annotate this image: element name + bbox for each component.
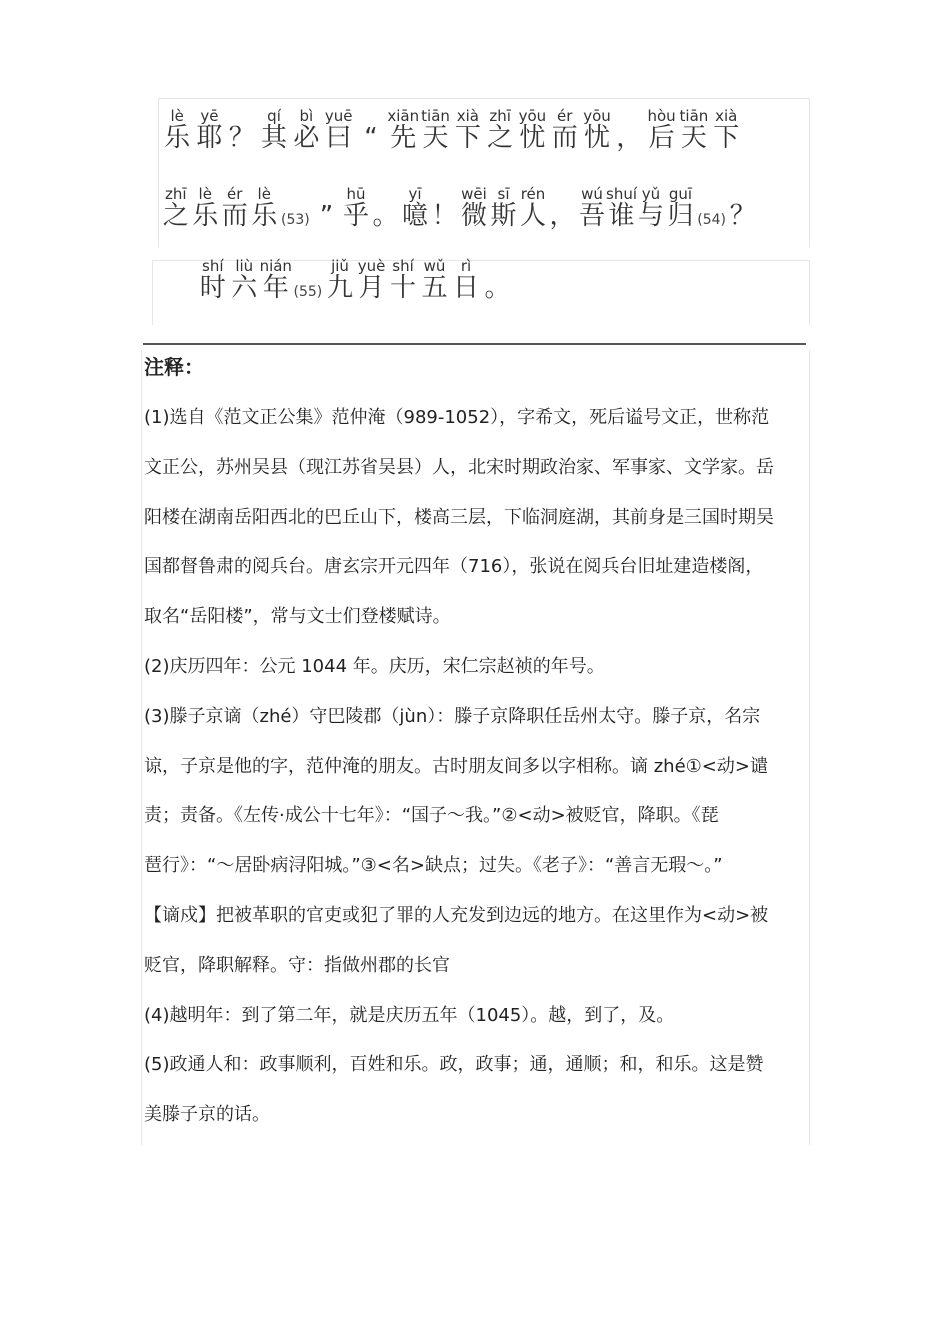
hanzi-char: 月: [358, 273, 385, 303]
pinyin-annotation: tiān: [679, 107, 709, 125]
ruby-char: [636, 185, 666, 231]
ruby-char: [341, 185, 371, 231]
pinyin-annotation: rì: [460, 257, 472, 275]
ruby-char: [728, 201, 758, 231]
ruby-char: [577, 185, 607, 231]
pinyin-annotation: tiān: [421, 107, 450, 125]
hanzi-char: 与: [637, 201, 664, 231]
note-line: 美滕子京的话。: [144, 1104, 270, 1126]
note-line: 【谪戍】把被革职的官吏或犯了罪的人充发到边远的地方。在这里作为<动>被: [144, 905, 769, 926]
hanzi-char: 而: [221, 201, 248, 231]
ruby-char: [613, 123, 645, 153]
hanzi-char: ，: [549, 201, 576, 231]
pinyin-annotation: rén: [520, 185, 546, 203]
hanzi-char: 乐: [164, 123, 191, 153]
ruby-char: [161, 107, 193, 153]
hanzi-char: ”: [319, 201, 334, 231]
ruby-char: [419, 257, 451, 303]
hanzi-char: 其: [261, 123, 288, 153]
ruby-char: [322, 107, 354, 153]
pinyin-annotation: nián: [259, 257, 292, 275]
hanzi-char: 乐: [251, 201, 278, 231]
note-line: (1)选自《范文正公集》范仲淹（989-1052），字希文，死后谥号文正，世称范: [144, 407, 770, 428]
pinyin-annotation: wēi: [461, 185, 487, 203]
hanzi-char: 。: [484, 273, 511, 303]
hanzi-char: 乎: [342, 201, 369, 231]
note-line: 责；责备。《左传·成公十七年》：“国子～我。”②<动>被贬官，降职。《琵: [144, 805, 719, 827]
hanzi-char: 先: [390, 123, 417, 153]
pinyin-annotation: sī: [497, 185, 510, 203]
ruby-char: [387, 107, 420, 153]
ruby-char: [549, 107, 581, 153]
ruby-char: [387, 257, 419, 303]
pinyin-annotation: guī: [668, 185, 693, 203]
pinyin-annotation: hòu: [647, 107, 676, 125]
footnote-ref: (55): [293, 284, 323, 300]
hanzi-char: 微: [460, 201, 487, 231]
hanzi-char: 时: [199, 273, 226, 303]
pinyin-annotation: xiān: [387, 107, 420, 125]
pinyin-annotation: wú: [581, 185, 603, 203]
pinyin-annotation: jiǔ: [331, 257, 349, 275]
ruby-char: [312, 201, 342, 231]
pinyin-annotation: hū: [346, 185, 366, 203]
pinyin-annotation: yuē: [324, 107, 353, 125]
hanzi-char: 斯: [490, 201, 517, 231]
pinyin-annotation: bì: [299, 107, 314, 125]
note-line: (2)庆历四年：公元 1044 年。庆历，宋仁宗赵祯的年号。: [144, 656, 605, 677]
hanzi-char: 六: [231, 273, 258, 303]
pinyin-annotation: yī: [408, 185, 422, 203]
hanzi-char: 年: [262, 273, 289, 303]
hanzi-char: 之: [487, 123, 514, 153]
ruby-char: [666, 185, 696, 231]
ruby-char: [229, 257, 261, 303]
hanzi-char: 忧: [519, 123, 546, 153]
pinyin-annotation: ér: [227, 185, 243, 203]
note-line: 琶行》：“～居卧病浔阳城。”③<名>缺点；过失。《老子》：“善言无瑕～。”: [144, 855, 723, 877]
pinyin-annotation: zhī: [489, 107, 511, 125]
pinyin-annotation: shí: [392, 257, 414, 275]
pinyin-annotation: lè: [198, 185, 212, 203]
pinyin-text-block: [152, 257, 810, 325]
pinyin-annotation: liù: [235, 257, 254, 275]
ruby-char: [645, 107, 677, 153]
hanzi-char: 天: [422, 123, 449, 153]
hanzi-char: 下: [454, 123, 481, 153]
note-line: 谅，子京是他的字，范仲淹的朋友。古时朋友间多以字相称。谪 zhé①<动>谴: [144, 755, 768, 777]
hanzi-char: 天: [680, 123, 707, 153]
ruby-char: [450, 257, 482, 303]
pinyin-annotation: yuè: [357, 257, 386, 275]
hanzi-char: ？: [729, 201, 756, 231]
hanzi-char: 九: [326, 273, 353, 303]
hanzi-char: 忧: [584, 123, 611, 153]
hanzi-char: 人: [519, 201, 546, 231]
hanzi-char: 归: [667, 201, 694, 231]
footnote-ref: (53): [281, 212, 310, 228]
pinyin-annotation: lè: [257, 185, 271, 203]
note-line: 国都督鲁肃的阅兵台。唐玄宗开元四年（716），张说在阅兵台旧址建造楼阁，: [144, 556, 764, 578]
ruby-char: [191, 185, 221, 231]
ruby-char: [258, 107, 290, 153]
ruby-char: [324, 257, 356, 303]
pinyin-line: [161, 107, 742, 153]
ruby-char: [678, 107, 710, 153]
hanzi-char: 耶: [196, 123, 223, 153]
hanzi-char: 五: [421, 273, 448, 303]
pinyin-line: [161, 185, 758, 231]
hanzi-char: 之: [162, 201, 189, 231]
hanzi-char: 曰: [325, 123, 352, 153]
hanzi-char: 日: [452, 273, 479, 303]
ruby-char: [220, 185, 250, 231]
pinyin-annotation: wǔ: [423, 257, 446, 275]
pinyin-annotation: ér: [557, 107, 573, 125]
footnote-ref: (54): [697, 212, 726, 228]
hanzi-char: 而: [551, 123, 578, 153]
ruby-char: [489, 185, 519, 231]
ruby-char: [548, 201, 578, 231]
ruby-char: [356, 257, 388, 303]
ruby-char: [419, 107, 451, 153]
pinyin-annotation: xià: [715, 107, 738, 125]
ruby-char: [710, 107, 742, 153]
hanzi-char: 噫: [401, 201, 428, 231]
note-line: (4)越明年：到了第二年，就是庆历五年（1045）。越，到了，及。: [144, 1004, 675, 1026]
pinyin-annotation: yē: [200, 107, 219, 125]
hanzi-char: 。: [372, 201, 399, 231]
pinyin-annotation: qí: [267, 107, 281, 125]
hanzi-char: 乐: [192, 201, 219, 231]
note-line: 阳楼在湖南岳阳西北的巴丘山下，楼高三层，下临洞庭湖，其前身是三国时期吴: [144, 506, 774, 528]
notes-title: 注释：: [144, 355, 204, 379]
ruby-char: [193, 107, 225, 153]
pinyin-text-block: [158, 98, 810, 247]
hanzi-char: “: [364, 123, 378, 153]
pinyin-annotation: yǔ: [641, 185, 661, 203]
ruby-char: [161, 185, 191, 231]
hanzi-char: ？: [228, 123, 255, 153]
hanzi-char: ，: [616, 123, 643, 153]
pinyin-line: [197, 257, 513, 303]
pinyin-annotation: yōu: [583, 107, 611, 125]
pinyin-annotation: lè: [170, 107, 184, 125]
pinyin-annotation: shí: [202, 257, 224, 275]
ruby-char: [400, 185, 430, 231]
ruby-char: [259, 257, 292, 303]
pinyin-annotation: yōu: [518, 107, 547, 125]
ruby-char: [452, 107, 484, 153]
note-line: 文正公，苏州吴县（现江苏省吴县）人，北宋时期政治家、军事家、文学家。岳: [144, 456, 774, 478]
ruby-char: [226, 123, 258, 153]
ruby-char: [250, 185, 280, 231]
hanzi-char: 必: [293, 123, 320, 153]
note-line: 贬官，降职解释。守：指做州郡的长官: [144, 954, 450, 976]
hanzi-char: 下: [713, 123, 740, 153]
note-line: 取名“岳阳楼”，常与文士们登楼赋诗。: [144, 606, 451, 628]
pinyin-annotation: xià: [456, 107, 479, 125]
pinyin-annotation: shuí: [606, 185, 637, 203]
hanzi-char: ！: [431, 201, 458, 231]
ruby-char: [371, 201, 401, 231]
ruby-char: [516, 107, 548, 153]
ruby-char: [484, 107, 516, 153]
ruby-char: [581, 107, 613, 153]
note-line: (5)政通人和：政事顺利，百姓和乐。政，政事；通，通顺；和，和乐。这是赞: [144, 1054, 764, 1076]
section-divider: [143, 343, 806, 345]
ruby-char: [430, 201, 460, 231]
hanzi-char: 吾: [578, 201, 605, 231]
ruby-char: [459, 185, 489, 231]
hanzi-char: 十: [389, 273, 416, 303]
note-line: (3)滕子京谪（zhé）守巴陵郡（jùn）：滕子京降职任岳州太守。滕子京，名宗: [144, 705, 761, 727]
pinyin-annotation: zhī: [164, 185, 187, 203]
ruby-char: [355, 123, 387, 153]
ruby-char: [482, 273, 514, 303]
ruby-char: [197, 257, 229, 303]
ruby-char: [290, 107, 322, 153]
ruby-char: [518, 185, 548, 231]
hanzi-char: 谁: [608, 201, 635, 231]
hanzi-char: 后: [648, 123, 675, 153]
ruby-char: [606, 185, 637, 231]
